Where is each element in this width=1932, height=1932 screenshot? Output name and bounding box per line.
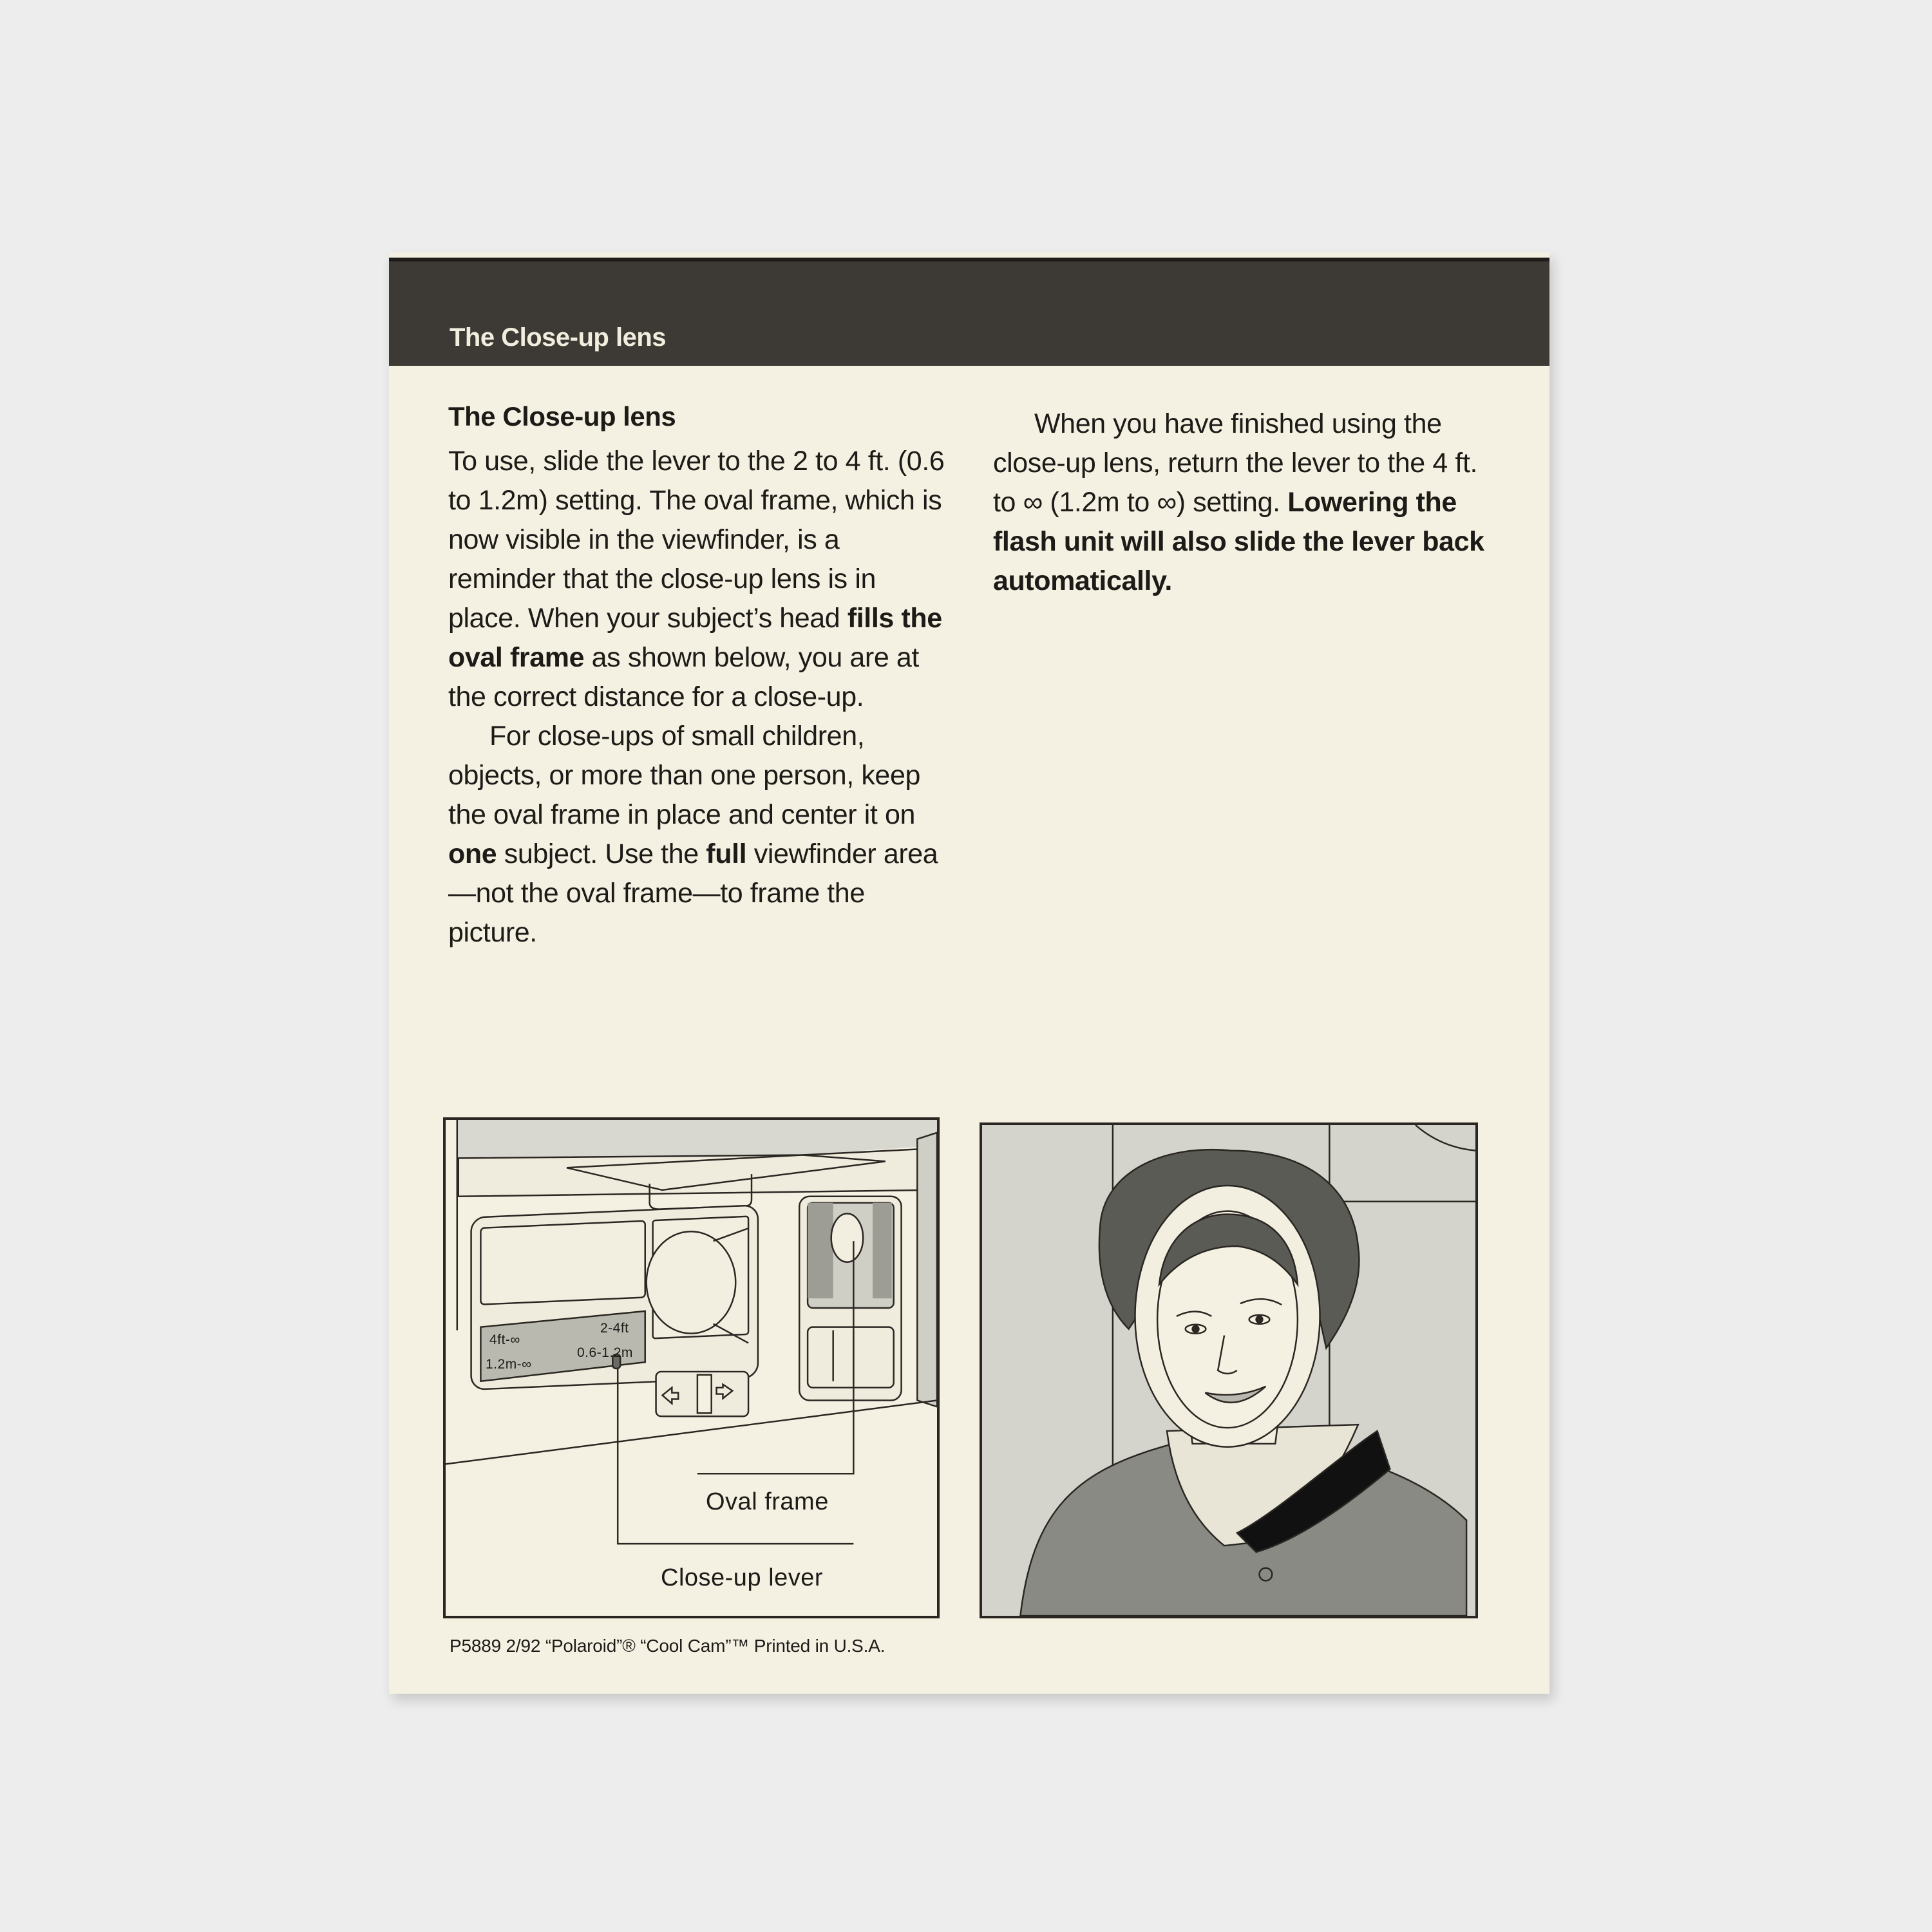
text-span: To use, slide the lever to the 2 to 4 ft. (0.6 to 1.2m) setting. The oval frame, which is now visible in the viewfinder, is a reminder that the close-up lens is in place. When your subject’s head: [448, 446, 945, 634]
paragraph-usage: [448, 442, 951, 717]
section-heading: The Close-up lens: [448, 401, 676, 431]
right-column: [993, 404, 1495, 601]
portrait-illustration: [982, 1125, 1475, 1616]
emphasis-text: fills the oval frame: [448, 603, 942, 673]
scale-label-far-m: 1.2m-∞: [486, 1357, 532, 1372]
callout-oval-frame: Oval frame: [706, 1488, 829, 1515]
emphasis-text: one: [448, 838, 497, 869]
instruction-page: [389, 252, 1549, 1694]
text-span: For close-ups of small children, objects, or more than one person, keep the oval frame in place and center it on: [448, 721, 920, 830]
scale-label-near-m: 0.6-1.2m: [577, 1345, 633, 1360]
scale-label-far-ft: 4ft-∞: [489, 1332, 520, 1347]
portrait-figure: [980, 1122, 1478, 1618]
text-span: viewfinder area—not the oval frame—to frame the picture.: [448, 838, 938, 948]
text-span: When you have finished using the close-up lens, return the lever to the 4 ft. to ∞ (1.2m to ∞) setting.: [993, 408, 1478, 518]
camera-diagram-figure: [443, 1117, 940, 1618]
callout-close-up-lever: Close-up lever: [661, 1564, 823, 1591]
text-span: subject. Use the: [497, 838, 706, 869]
paragraph-small-subjects: [448, 717, 951, 952]
paragraph-return-lever: [993, 404, 1495, 601]
emphasis-text: Lowering the flash unit will also slide the lever back automatically.: [993, 487, 1484, 596]
left-column: [448, 401, 951, 952]
footer-imprint: P5889 2/92 “Polaroid”® “Cool Cam”™ Printed in U.S.A.: [450, 1636, 886, 1656]
text-span: as shown below, you are at the correct distance for a close-up.: [448, 642, 919, 712]
header-band: [389, 258, 1549, 366]
header-title: The Close-up lens: [450, 323, 666, 352]
emphasis-text: full: [706, 838, 747, 869]
scale-label-near-ft: 2-4ft: [600, 1321, 629, 1336]
